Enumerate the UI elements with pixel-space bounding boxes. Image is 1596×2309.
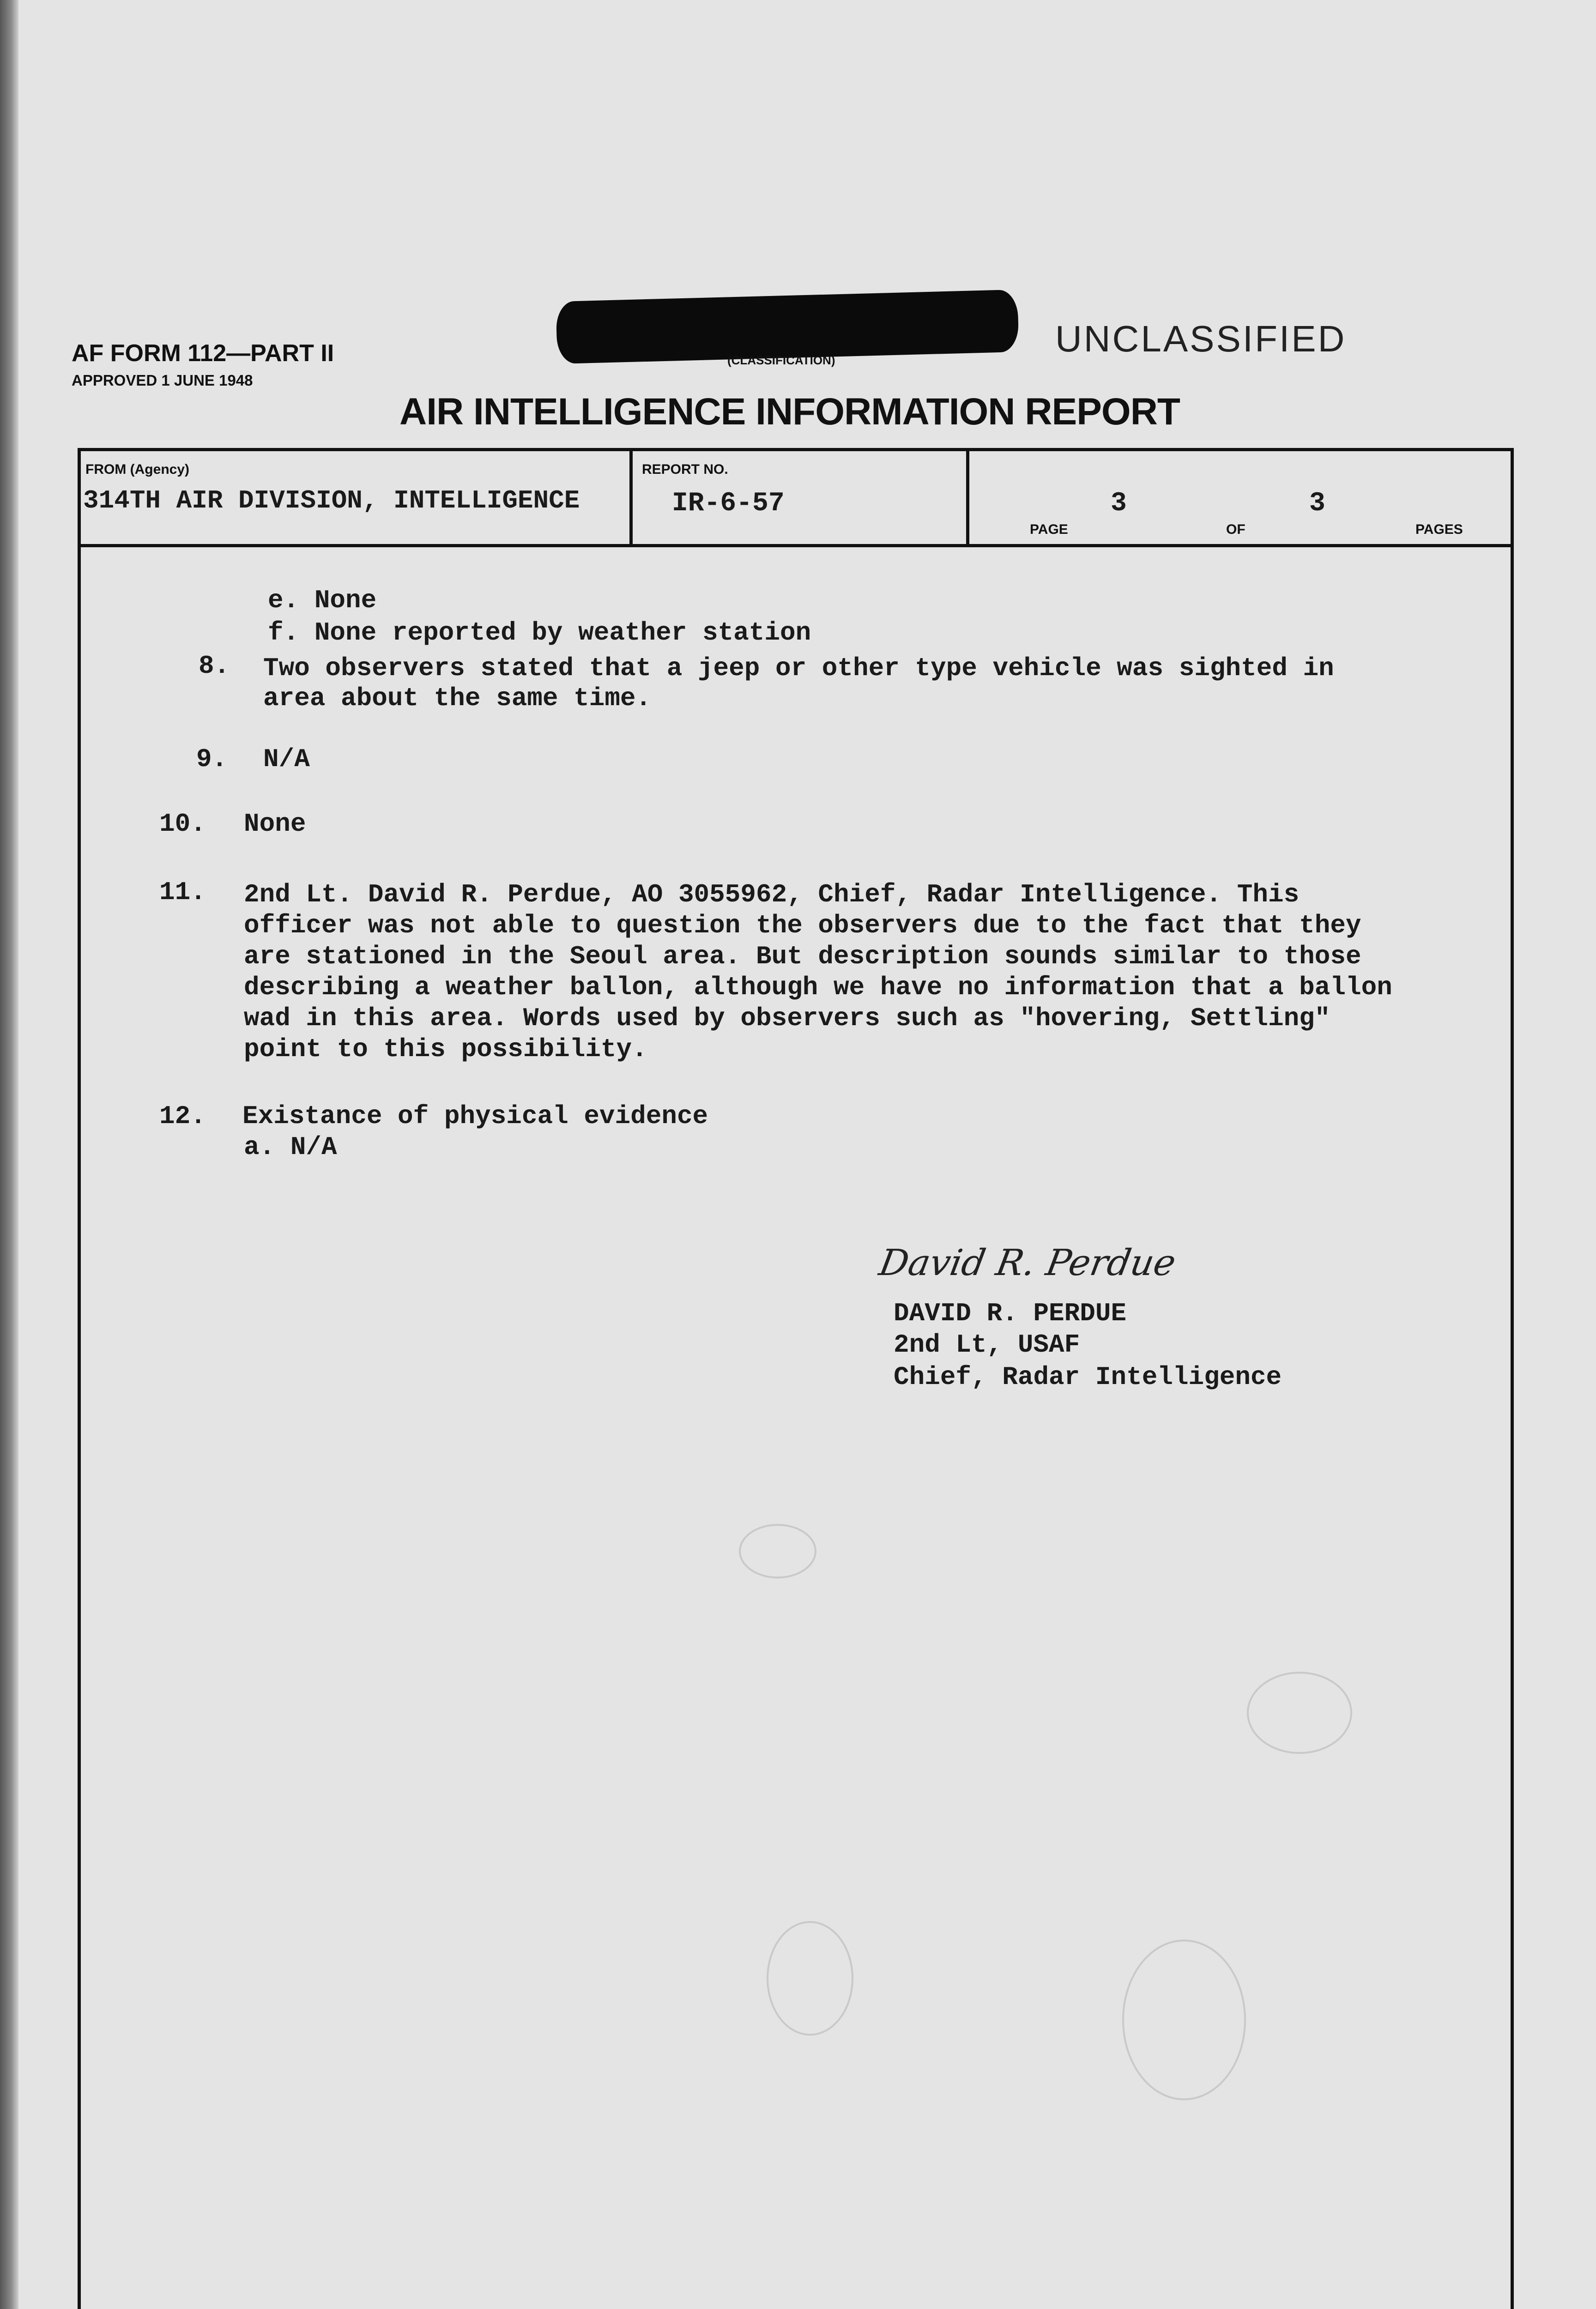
page-number: 3 — [1111, 489, 1127, 519]
item11-line5: wad in this area. Words used by observers such as "hovering, Settling" — [244, 1003, 1330, 1033]
signer-rank: 2nd Lt, USAF — [894, 1330, 1080, 1360]
item11-line2: officer was not able to question the observers due to the fact that they — [244, 911, 1361, 940]
header-divider-1 — [629, 448, 633, 546]
bleed-mark — [1122, 1940, 1246, 2100]
signer-title: Chief, Radar Intelligence — [894, 1362, 1282, 1392]
bleed-mark — [767, 1921, 853, 2036]
line-e: e. None — [268, 586, 377, 615]
item9-num: 9. — [196, 744, 228, 774]
item8-num: 8. — [199, 651, 230, 681]
pages-label: PAGES — [1415, 522, 1463, 537]
report-title: AIR INTELLIGENCE INFORMATION REPORT — [399, 391, 1180, 433]
signer-name: DAVID R. PERDUE — [894, 1299, 1127, 1328]
header-divider-2 — [966, 448, 969, 546]
approved-date: APPROVED 1 JUNE 1948 — [72, 372, 253, 389]
total-pages: 3 — [1309, 489, 1325, 519]
item11-line1: 2nd Lt. David R. Perdue, AO 3055962, Chief, Radar Intelligence. This — [244, 880, 1300, 909]
item11-num: 11. — [159, 877, 206, 907]
item10-text: None — [244, 809, 306, 839]
bleed-mark — [1247, 1672, 1352, 1754]
page-label: PAGE — [1030, 522, 1068, 537]
bleed-mark — [739, 1524, 816, 1578]
film-edge — [0, 0, 18, 2309]
item8-line1: Two observers stated that a jeep or other type vehicle was sighted in — [263, 653, 1334, 683]
report-no-value: IR-6-57 — [672, 489, 785, 519]
item8-line2: area about the same time. — [263, 683, 652, 713]
item11-line6: point to this possibility. — [244, 1034, 647, 1064]
form-id: AF FORM 112—PART II — [72, 340, 334, 367]
of-label: OF — [1226, 522, 1245, 537]
unclassified-stamp-top: UNCLASSIFIED — [1055, 318, 1347, 359]
handwritten-signature: David R. Perdue — [876, 1242, 1179, 1284]
classification-caption-top: (CLASSIFICATION) — [727, 353, 835, 367]
item12-line2: a. N/A — [244, 1132, 337, 1162]
from-value: 314TH AIR DIVISION, INTELLIGENCE — [83, 486, 580, 515]
from-label: FROM (Agency) — [85, 462, 189, 477]
redaction-top — [556, 290, 1019, 364]
item11-line4: describing a weather ballon, although we have no information that a ballon — [244, 973, 1392, 1002]
item12-line1: Existance of physical evidence — [242, 1101, 708, 1131]
item11-line3: are stationed in the Seoul area. But description sounds similar to those — [244, 942, 1361, 971]
item10-num: 10. — [159, 809, 206, 839]
item12-num: 12. — [159, 1101, 206, 1131]
item9-text: N/A — [263, 744, 310, 774]
header-rule — [78, 544, 1514, 547]
report-no-label: REPORT NO. — [642, 462, 728, 477]
line-f: f. None reported by weather station — [268, 618, 811, 647]
